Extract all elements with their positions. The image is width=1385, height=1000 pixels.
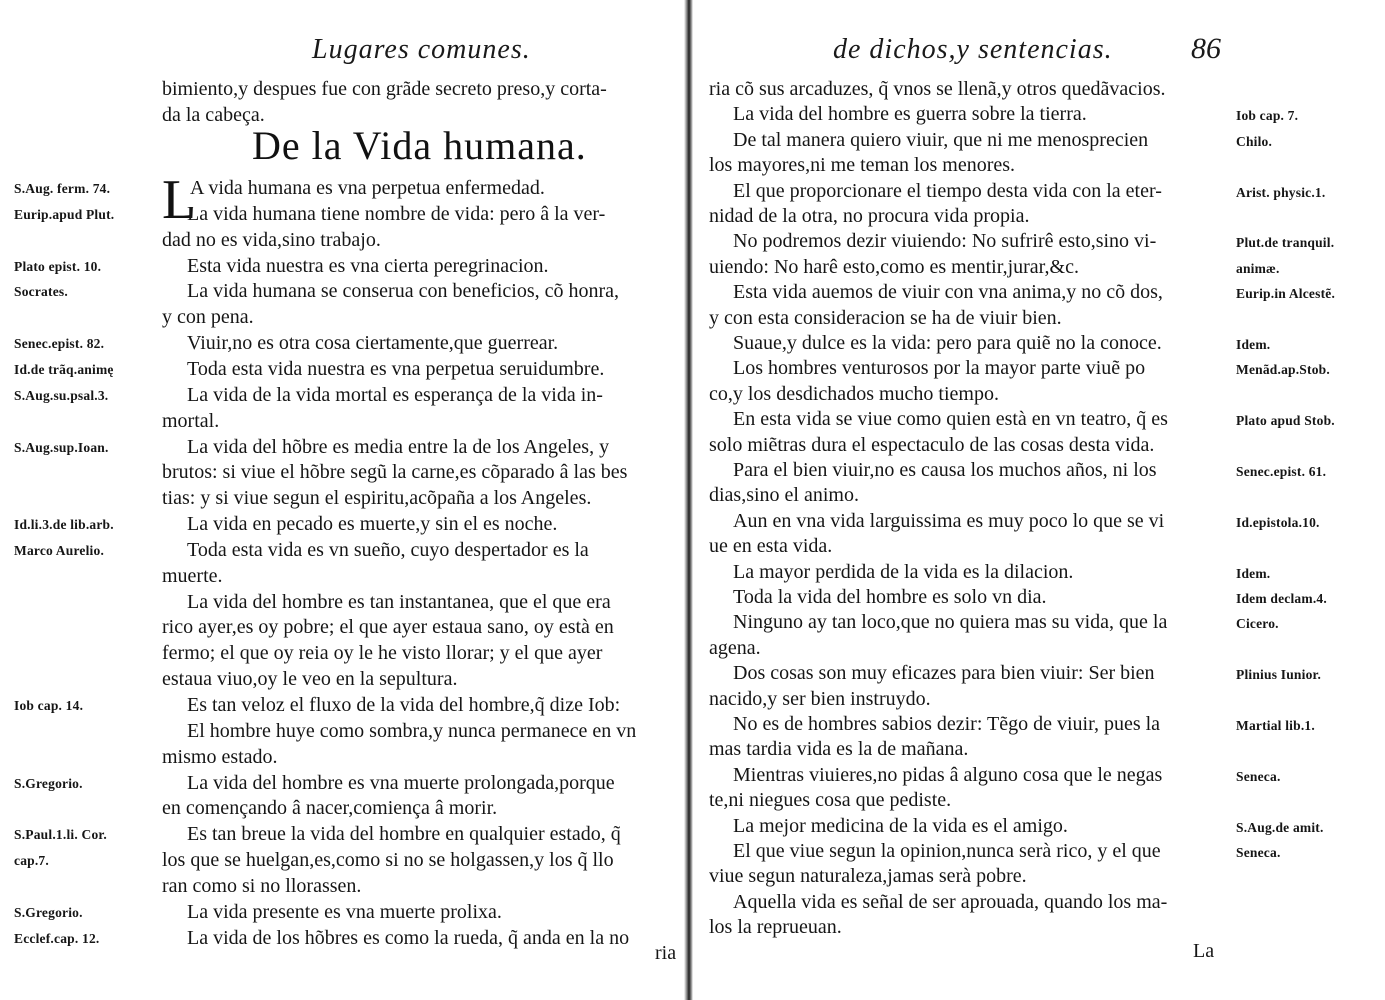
continuation-line: ran como si no llorassen.: [162, 875, 362, 897]
section-title: De la Vida humana.: [252, 123, 587, 168]
continuation-line: en començando â nacer,comiença â morir.: [162, 797, 498, 819]
sentence-line: No podremos dezir viuiendo: No sufrirê esto,sino vi-: [733, 230, 1157, 252]
right-catchword: La: [1193, 940, 1215, 962]
margin-note: S.Aug.de amit.: [1236, 820, 1324, 835]
continuation-line: los mayores,ni me teman los menores.: [709, 154, 1016, 176]
sentence-line: Aun en vna vida larguissima es muy poco lo que se vi: [733, 510, 1165, 532]
sentence-line: De tal manera quiero viuir, que ni me menosprecien: [733, 129, 1149, 151]
margin-note: Menãd.ap.Stob.: [1236, 362, 1330, 377]
sentence-line: La vida del hombre es guerra sobre la tierra.: [733, 103, 1087, 125]
sentence-line: Toda esta vida nuestra es vna perpetua seruidumbre.: [187, 358, 605, 380]
continuation-line: dad no es vida,sino trabajo.: [162, 229, 381, 251]
margin-note: Idem declam.4.: [1236, 591, 1327, 606]
sentence-line: Dos cosas son muy eficazes para bien viuir: Ser bien: [733, 662, 1155, 684]
margin-note: S.Gregorio.: [14, 905, 83, 920]
margin-note: Idem.: [1236, 337, 1271, 352]
margin-note: Seneca.: [1236, 845, 1281, 860]
sentence-line: Para el bien viuir,no es causa los muchos años, ni los: [733, 459, 1157, 481]
margin-note: Ecclef.cap. 12.: [14, 931, 100, 946]
margin-note: Idem.: [1236, 566, 1271, 581]
margin-note: cap.7.: [14, 853, 49, 868]
margin-note: animæ.: [1236, 261, 1280, 276]
sentence-line: El que viue segun la opinion,nunca serà rico, y el que: [733, 840, 1161, 862]
drop-cap: L: [162, 169, 197, 231]
sentence-line: La vida del hombre es vna muerte prolongada,porque: [187, 772, 615, 794]
sentence-line: Toda la vida del hombre es solo vn dia.: [733, 586, 1047, 608]
sentence-line: Esta vida auemos de viuir con vna anima,y no cõ dos,: [733, 281, 1163, 303]
margin-note: Socrates.: [14, 284, 68, 299]
continuation-line: uiendo: No harê esto,como es mentir,jurar,&c.: [709, 256, 1079, 278]
sentence-line: Aquella vida es señal de ser aprouada, quando los ma-: [733, 891, 1168, 913]
right-running-head: de dichos,y sentencias.: [833, 34, 1113, 65]
margin-note: Iob cap. 7.: [1236, 108, 1299, 123]
margin-note: S.Aug.su.psal.3.: [14, 388, 109, 403]
margin-note: Plut.de tranquil.: [1236, 235, 1335, 250]
continuation-line: muerte.: [162, 565, 223, 587]
continuation-line: los la reprueuan.: [709, 916, 842, 938]
continuation-line: los que se huelgan,es,como si no se holgassen,y los q̃ llo: [162, 849, 614, 871]
margin-note: Eurip.in Alcestẽ.: [1236, 286, 1336, 301]
continuation-line: co,y los desdichados mucho tiempo.: [709, 383, 999, 405]
sentence-line: A vida humana es vna perpetua enfermedad.: [190, 177, 545, 199]
margin-note: Eurip.apud Plut.: [14, 207, 115, 222]
margin-note: S.Aug.sup.Ioan.: [14, 440, 109, 455]
sentence-line: Toda esta vida es vn sueño, cuyo despertador es la: [187, 539, 589, 561]
margin-note: Id.de trãq.animę: [14, 362, 114, 377]
continuation-line: estaua viuo,oy le veo en la sepultura.: [162, 668, 458, 690]
sentence-line: La mayor perdida de la vida es la dilacion.: [733, 561, 1074, 583]
continuation-line: nidad de la otra, no procura vida propia.: [709, 205, 1030, 227]
carry-over-line: da la cabeça.: [162, 104, 265, 126]
left-running-head: Lugares comunes.: [312, 34, 531, 65]
sentence-line: Viuir,no es otra cosa ciertamente,que guerrear.: [187, 332, 559, 354]
continuation-line: brutos: si viue el hõbre segũ la carne,es cõparado â las bes: [162, 461, 628, 483]
sentence-line: El hombre huye como sombra,y nunca permanece en vn: [187, 720, 637, 742]
margin-note: Arist. physic.1.: [1236, 185, 1326, 200]
continuation-line: solo miẽtras dura el espectaculo de las cosas desta vida.: [709, 434, 1155, 456]
continuation-line: rico ayer,es oy pobre; el que ayer estaua sano, oy està en: [162, 616, 614, 638]
sentence-line: La vida de la vida mortal es esperança de la vida in-: [187, 384, 603, 406]
sentence-line: Mientras viuieres,no pidas â alguno cosa que le negas: [733, 764, 1163, 786]
margin-note: Id.epistola.10.: [1236, 515, 1320, 530]
sentence-line: La vida del hõbre es media entre la de los Angeles, y: [187, 436, 610, 458]
left-page: [0, 0, 684, 1000]
sentence-line: La vida humana tiene nombre de vida: pero â la ver-: [187, 203, 606, 225]
margin-note: Iob cap. 14.: [14, 698, 84, 713]
continuation-line: tias: y si viue segun el espiritu,acõpaña a los Angeles.: [162, 487, 592, 509]
margin-note: Chilo.: [1236, 134, 1273, 149]
margin-note: Seneca.: [1236, 769, 1281, 784]
sentence-line: Ninguno ay tan loco,que no quiera mas su vida, que la: [733, 611, 1168, 633]
continuation-line: ria cõ sus arcaduzes, q̃ vnos se llenã,y otros quedãvacios.: [709, 78, 1166, 100]
left-catchword: ria: [655, 942, 677, 964]
continuation-line: nacido,y ser bien instruydo.: [709, 688, 931, 710]
continuation-line: mortal.: [162, 410, 220, 432]
margin-note: S.Aug. ferm. 74.: [14, 181, 111, 196]
sentence-line: Esta vida nuestra es vna cierta peregrinacion.: [187, 255, 549, 277]
continuation-line: y con pena.: [162, 306, 254, 328]
continuation-line: mismo estado.: [162, 746, 278, 768]
margin-note: S.Paul.1.li. Cor.: [14, 827, 107, 842]
margin-note: S.Gregorio.: [14, 776, 83, 791]
margin-note: Marco Aurelio.: [14, 543, 105, 558]
sentence-line: Es tan breue la vida del hombre en qualquier estado, q̃: [187, 823, 621, 845]
page-number: 86: [1191, 32, 1221, 65]
margin-note: Plato apud Stob.: [1236, 413, 1335, 428]
margin-note: Senec.epist. 82.: [14, 336, 105, 351]
continuation-line: viue segun naturaleza,jamas serà pobre.: [709, 865, 1027, 887]
book-gutter: [684, 0, 693, 1000]
margin-note: Martial lib.1.: [1236, 718, 1315, 733]
sentence-line: La vida presente es vna muerte prolixa.: [187, 901, 502, 923]
continuation-line: y con esta consideracion se ha de viuir bien.: [709, 307, 1062, 329]
right-page: [693, 0, 1385, 1000]
margin-note: Cicero.: [1236, 616, 1279, 631]
continuation-line: mas tardia vida es la de mañana.: [709, 738, 969, 760]
margin-note: Senec.epist. 61.: [1236, 464, 1327, 479]
continuation-line: te,ni niegues cosa que pediste.: [709, 789, 952, 811]
sentence-line: En esta vida se viue como quien està en vn teatro, q̃ es: [733, 408, 1168, 430]
sentence-line: La mejor medicina de la vida es el amigo.: [733, 815, 1068, 837]
sentence-line: El que proporcionare el tiempo desta vida con la eter-: [733, 180, 1162, 202]
margin-note: Id.li.3.de lib.arb.: [14, 517, 114, 532]
sentence-line: Es tan veloz el fluxo de la vida del hombre,q̃ dize Iob:: [187, 694, 621, 716]
continuation-line: dias,sino el animo.: [709, 484, 859, 506]
sentence-line: La vida en pecado es muerte,y sin el es noche.: [187, 513, 558, 535]
margin-note: Plinius Iunior.: [1236, 667, 1322, 682]
continuation-line: ue en esta vida.: [709, 535, 833, 557]
sentence-line: La vida del hombre es tan instantanea, que el que era: [187, 591, 611, 613]
carry-over-line: bimiento,y despues fue con grãde secreto preso,y corta-: [162, 78, 607, 100]
continuation-line: fermo; el que oy reia oy le he visto llorar; y el que ayer: [162, 642, 603, 664]
sentence-line: La vida de los hõbres es como la rueda, q̃ anda en la no: [187, 927, 630, 949]
sentence-line: La vida humana se conserua con beneficios, cõ honra,: [187, 280, 620, 302]
margin-note: Plato epist. 10.: [14, 259, 102, 274]
continuation-line: agena.: [709, 637, 761, 659]
sentence-line: Suaue,y dulce es la vida: pero para quiẽ no la conoce.: [733, 332, 1162, 354]
sentence-line: Los hombres venturosos por la mayor parte viuẽ po: [733, 357, 1146, 379]
sentence-line: No es de hombres sabios dezir: Tẽgo de viuir, pues la: [733, 713, 1161, 735]
